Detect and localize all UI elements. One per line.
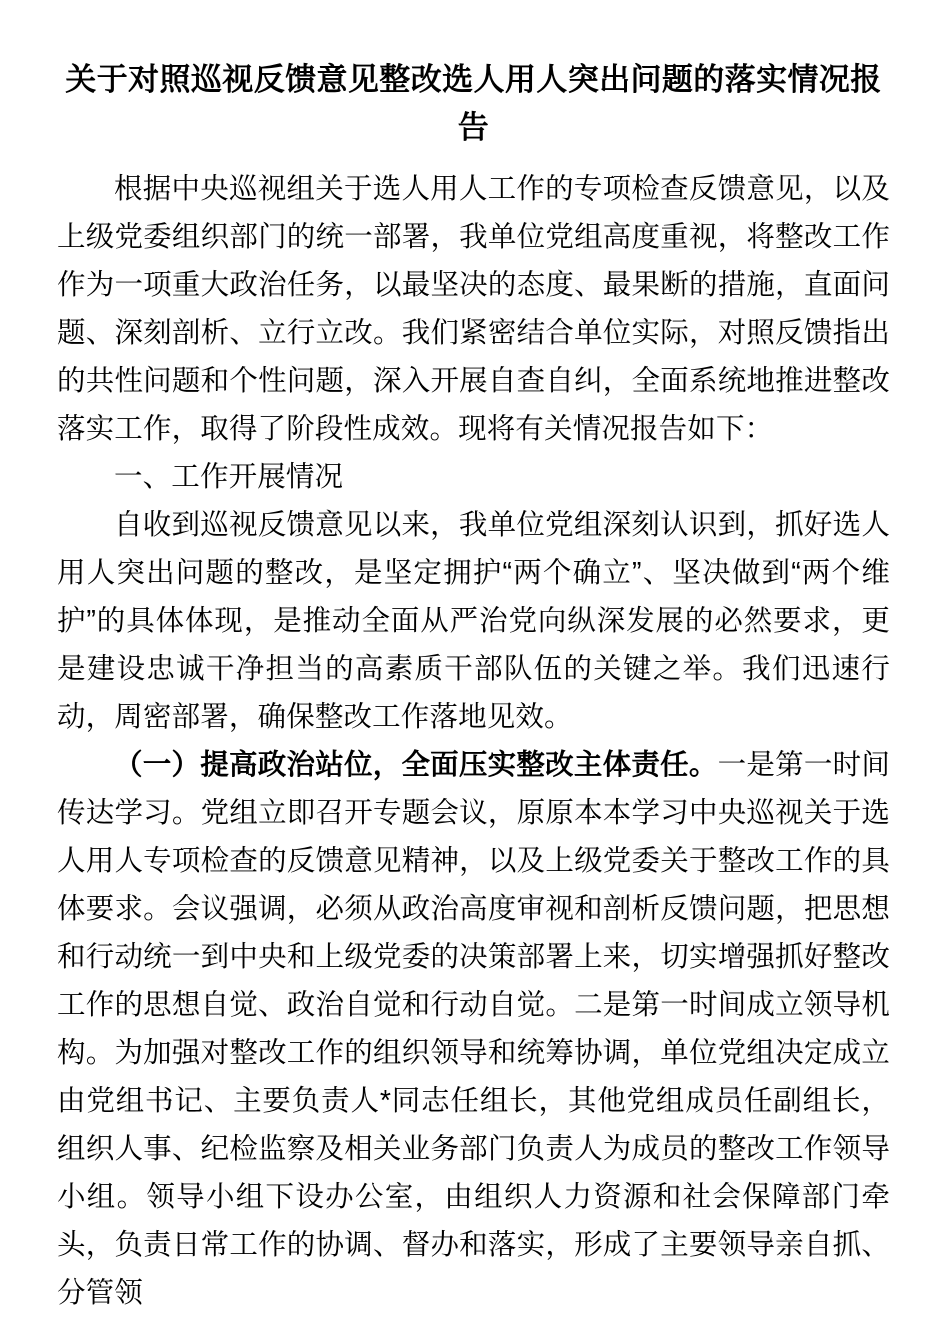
paragraph-run: 一是第一时间传达学习。党组立即召开专题会议，原原本本学习中央巡视关于选人用人专项检查的反馈意见精神，以及上级党委关于整改工作的具体要求。会议强调，必须从政治高度审视和剖析反馈问题，把思想和行动统一到中央和上级党委的决策部署上来，切实增强抓好整改工作的思想自觉、政治自觉和行动自觉。二是第一时间成立领导机构。为加强对整改工作的组织领导和统筹协调，单位党组决定成立由党组书记、主要负责人*同志任组长，其他党组成员任副组长，组织人事、纪检监察及相关业务部门负责人为成员的整改工作领导小组。领导小组下设办公室，由组织人力资源和社会保障部门牵头，负责日常工作的协调、督办和落实，形成了主要领导亲自抓、分管领 bbox=[57, 749, 890, 1309]
paragraph-run-bold: （一）提高政治站位，全面压实整改主体责任。 bbox=[114, 749, 718, 781]
document-body bbox=[57, 165, 890, 1317]
paragraph-introduction bbox=[57, 165, 890, 453]
paragraph-run: 自收到巡视反馈意见以来，我单位党组深刻认识到，抓好选人用人突出问题的整改，是坚定拥护“两个确立”、坚决做到“两个维护”的具体体现，是推动全面从严治党向纵深发展的必然要求，更是建设忠诚干净担当的高素质干部队伍的关键之举。我们迅速行动，周密部署，确保整改工作落地见效。 bbox=[57, 509, 890, 733]
paragraph-subsection-1 bbox=[57, 741, 890, 1317]
paragraph-section-1-body bbox=[57, 501, 890, 741]
document-title: 关于对照巡视反馈意见整改选人用人突出问题的落实情况报告 bbox=[65, 62, 882, 145]
paragraph-run: 根据中央巡视组关于选人用人工作的专项检查反馈意见，以及上级党委组织部门的统一部署，我单位党组高度重视，将整改工作作为一项重大政治任务，以最坚决的态度、最果断的措施，直面问题、深刻剖析、立行立改。我们紧密结合单位实际，对照反馈指出的共性问题和个性问题，深入开展自查自纠，全面系统地推进整改落实工作，取得了阶段性成效。现将有关情况报告如下： bbox=[57, 173, 890, 445]
document-content-column bbox=[57, 0, 890, 1317]
paragraph-run: 一、工作开展情况 bbox=[114, 461, 344, 493]
section-heading-1 bbox=[57, 453, 890, 501]
